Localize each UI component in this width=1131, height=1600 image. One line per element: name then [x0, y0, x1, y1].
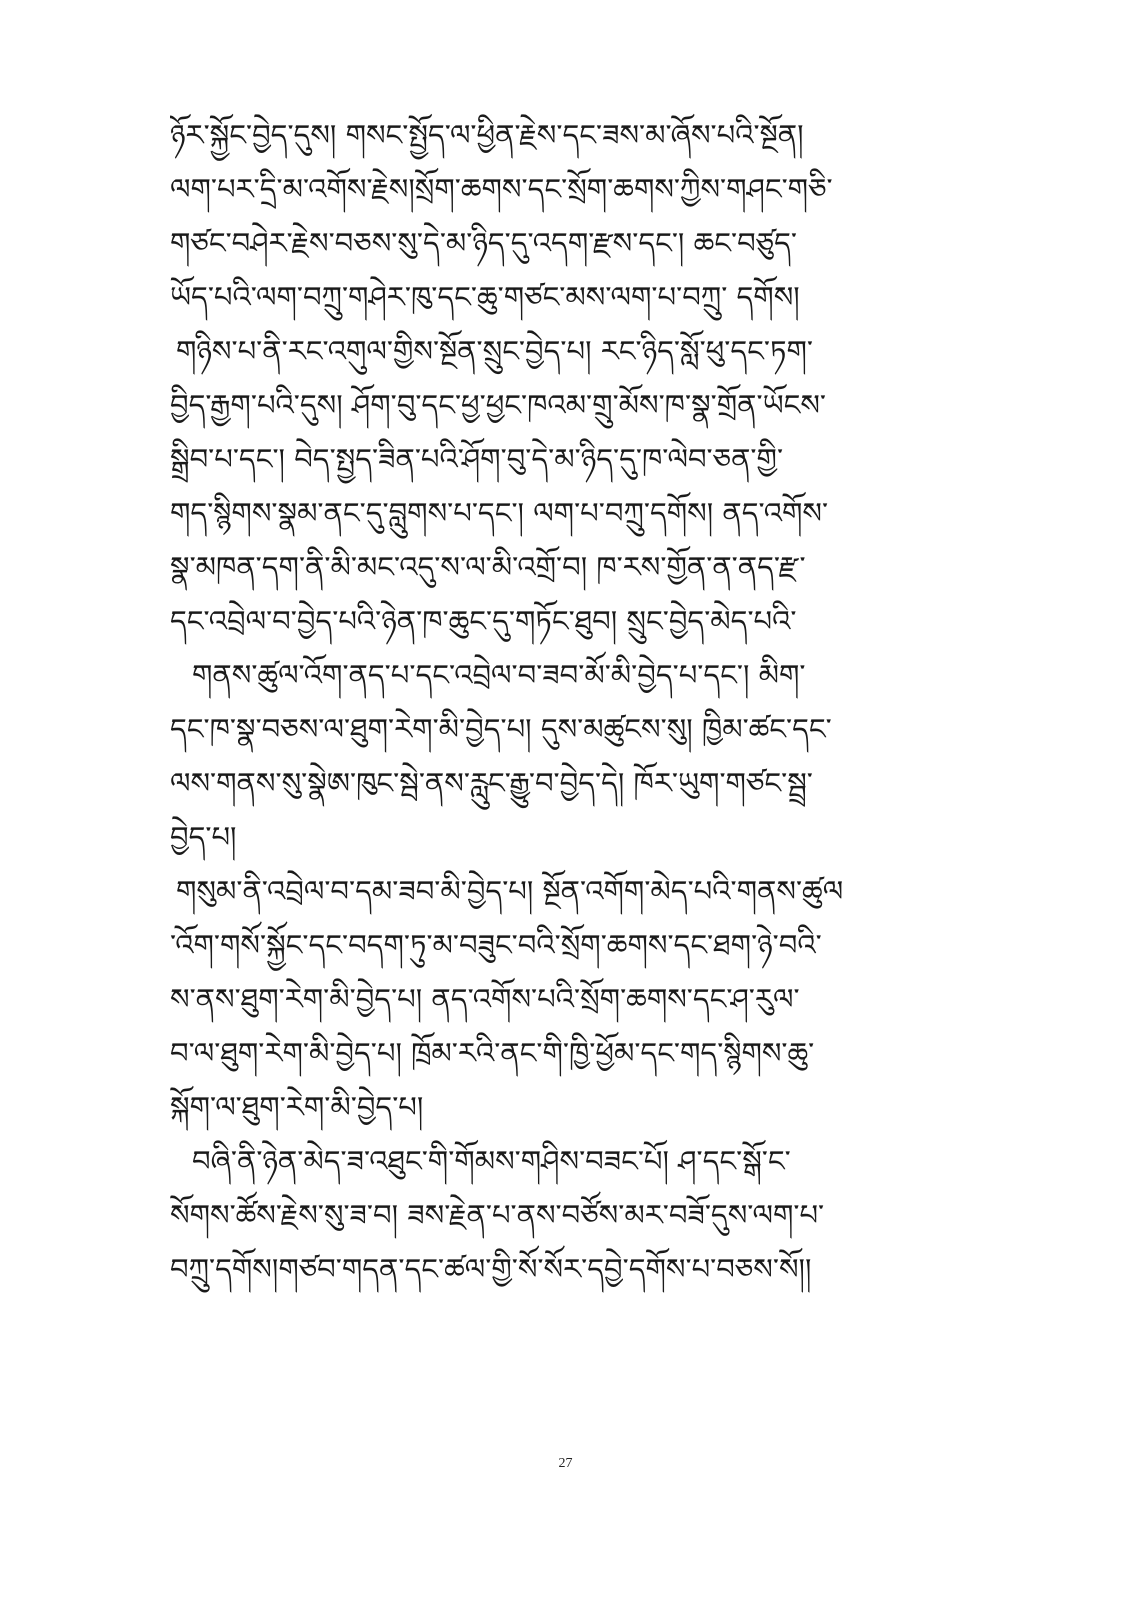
text-line: དང་ཁ་སྣ་བཅས་ལ་ཐུག་རེག་མི་བྱེད་པ། དུས་མཚུངས་སུ། ཁྱིམ་ཚང་དང་: [170, 712, 832, 746]
text-line: སྣ་མཁན་དག་ནི་མི་མང་འདུ་ས་ལ་མི་འགྲོ་བ། ཁ་རས་གྱོན་ན་ནད་རྫ་: [170, 550, 806, 584]
text-line: བ་ལ་ཐུག་རེག་མི་བྱེད་པ། ཁྲོམ་རའི་ནང་གི་ཁྱི་ཕྱོམ་དང་གད་སྙིགས་ཆུ་: [170, 1036, 815, 1070]
text-line: དང་འབྲེལ་བ་བྱེད་པའི་ཉེན་ཁ་ཆུང་དུ་གཏོང་ཐུབ། སྲུང་བྱེད་མེད་པའི་: [170, 604, 797, 638]
text-line: ས་ནས་ཐུག་རེག་མི་བྱེད་པ། ནད་འགོས་པའི་སྲོག་ཆགས་དང་ཤ་རུལ་: [170, 982, 800, 1016]
text-line: སྐོག་ལ་ཐུག་རེག་མི་བྱེད་པ།: [170, 1090, 424, 1124]
text-line: སོགས་ཚོས་རྗེས་སུ་ཟ་བ། ཟས་རྗེན་པ་ནས་བཙོས་མར་བཟོ་དུས་ལག་པ་: [170, 1198, 825, 1232]
text-line: ལས་གནས་སུ་སྣེཨ་ཁུང་སྦེ་ནས་རླུང་རྒྱུ་བ་བྱེད་དེ། ཁོར་ཡུག་གཙང་སྦྲ་: [170, 766, 813, 800]
text-line: བྱེད་པ།: [170, 820, 237, 854]
body-text: [170, 108, 970, 1296]
text-line: ཉོར་སྐྱོང་བྱེད་དུས། གསང་སྤྱོད་ལ་ཕྱིན་རྗེས་དང་ཟས་མ་ཞོས་པའི་སྔོན།: [170, 118, 804, 152]
text-line: ཡོད་པའི་ལག་བཀྲུ་གཤེར་ཁུ་དང་ཆུ་གཙང་མས་ལག་པ་བཀྲུ་ དགོས།: [170, 280, 800, 314]
text-line: ལག་པར་དྲི་མ་འགོས་རྗེས།སྲོག་ཆགས་དང་སྲོག་ཆགས་ཀྱིས་གཤང་གཅི་: [170, 172, 833, 206]
text-line: བྱིད་རྒྱག་པའི་དུས། ཤོག་བུ་དང་ཕྱ་ཕྱང་ཁའམ་གྲུ་མོས་ཁ་སྣ་གྲོན་ཡོངས་: [170, 388, 827, 422]
text-line: བཞི་ནི་ཉེན་མེད་ཟ་འཐུང་གི་གོམས་གཤིས་བཟང་པོ། ཤ་དང་སྒོ་ང་: [192, 1144, 791, 1178]
text-line: བཀྲུ་དགོས།གཙབ་གདན་དང་ཚལ་གྱི་སོ་སོར་དབྱེ་དགོས་པ་བཅས་སོ།།: [170, 1252, 812, 1286]
text-line: སྒྲིབ་པ་དང་། བེད་སྤྱད་ཟིན་པའི་ཤོག་བུ་དེ་མ་ཉིད་དུ་ཁ་ལེབ་ཅན་གྱི་: [170, 442, 784, 476]
text-line: གཙང་བཤེར་རྗེས་བཅས་སུ་དེ་མ་ཉིད་དུ་འདག་རྫས་དང་། ཆང་བཙུད་: [170, 226, 797, 260]
page-number: 27: [558, 1456, 573, 1471]
text-line: གད་སྙིགས་སྣམ་ནང་དུ་བླུགས་པ་དང་། ལག་པ་བཀྲུ་དགོས། ནད་འགོས་: [170, 496, 829, 530]
text-line: ་འོག་གསོ་སྐྱོང་དང་བདག་ཏུ་མ་བཟུང་བའི་སྲོག་ཆགས་དང་ཐག་ཉེ་བའི་: [170, 928, 822, 962]
text-line: གཉིས་པ་ནི་རང་འགུལ་གྱིས་སྔོན་སྲུང་བྱེད་པ། རང་ཉིད་སློ་ཕུ་དང་ཏག་: [176, 334, 813, 368]
text-line: གསུམ་ནི་འབྲེལ་བ་དམ་ཟབ་མི་བྱེད་པ། སྔོན་འགོག་མེད་པའི་གནས་ཚུལ: [176, 874, 844, 908]
text-line: གནས་ཚུལ་འོག་ནད་པ་དང་འབྲེལ་བ་ཟབ་མོ་མི་བྱེད་པ་དང་། མིག་: [192, 658, 806, 692]
